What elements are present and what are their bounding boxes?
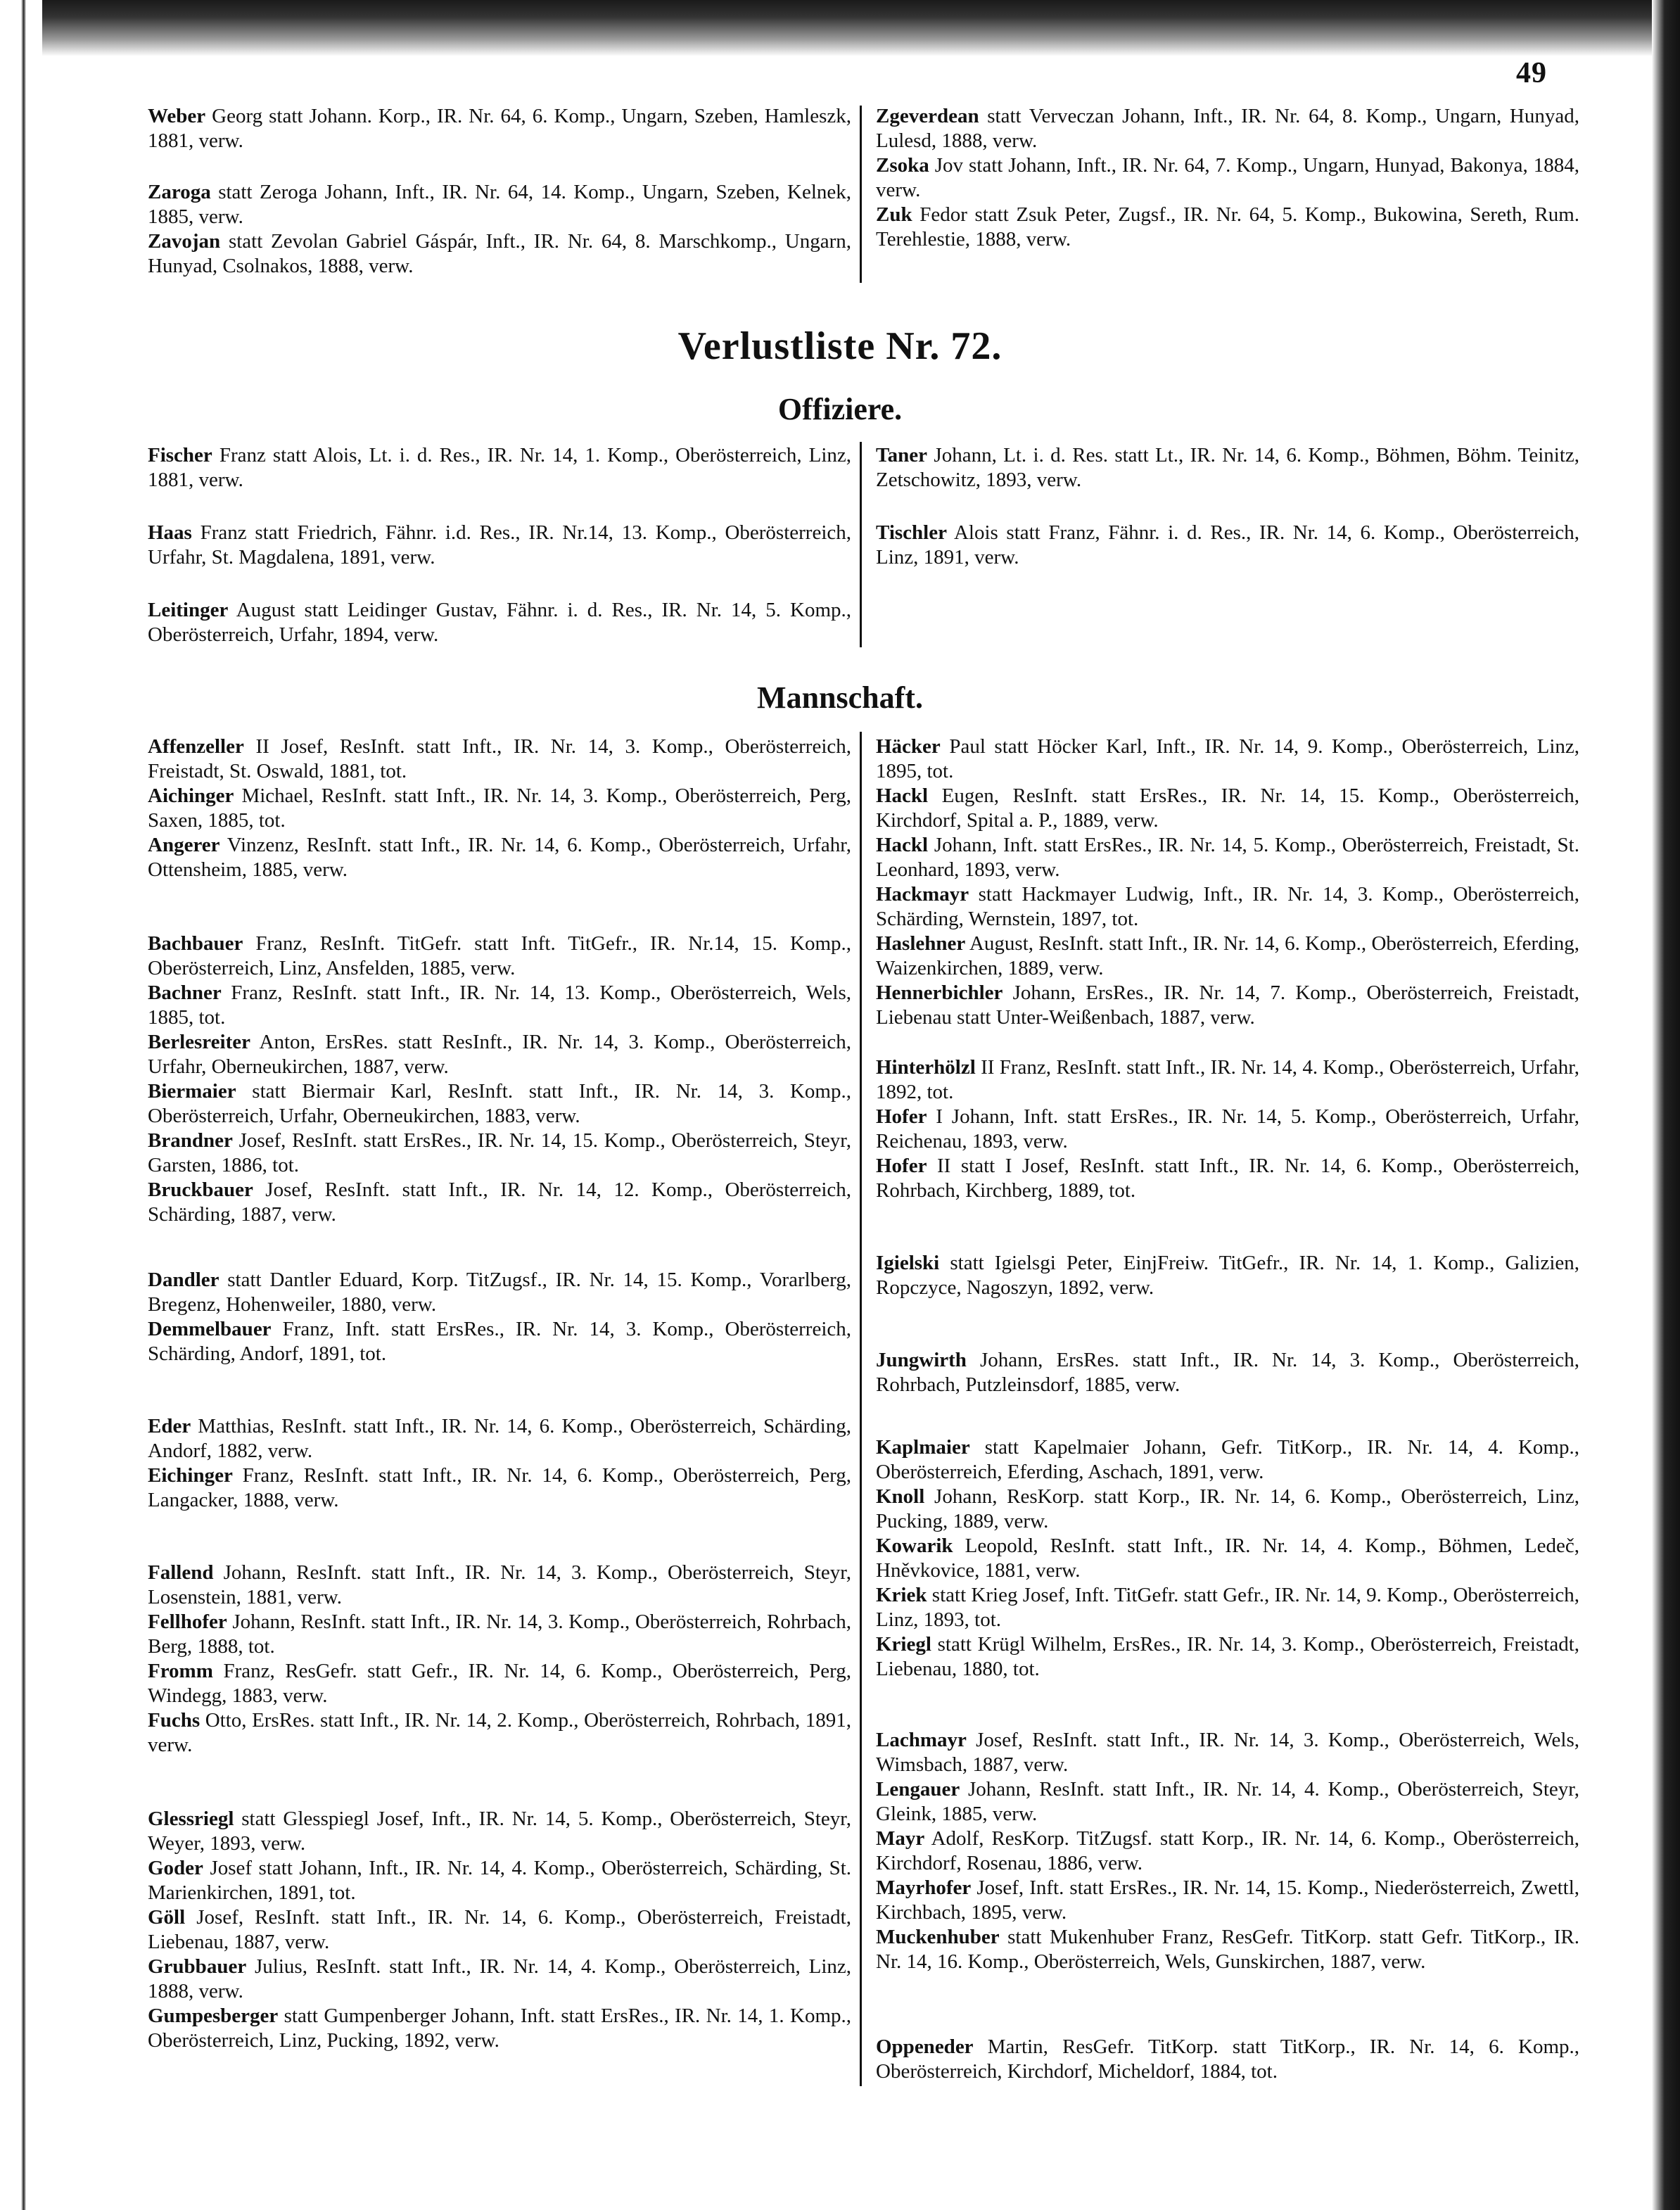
list-item: Bachner Franz, ResInft. statt Inft., IR. Nr. 14, 13. Komp., Oberösterreich, Wels, 1885, tot. <box>148 982 851 1029</box>
list-item: Mayr Adolf, ResKorp. TitZugsf. statt Korp., IR. Nr. 14, 6. Komp., Oberösterreich, Kirchdorf, Rosenau, 1886, verw. <box>876 1827 1579 1874</box>
list-item: Haslehner August, ResInft. statt Inft., IR. Nr. 14, 6. Komp., Oberösterreich, Eferding, Waizenkirchen, 1889, verw. <box>876 932 1579 979</box>
list-item: Muckenhuber statt Mukenhuber Franz, ResGefr. TitKorp. statt Gefr. TitKorp., IR. Nr. 14, 16. Komp., Oberösterreich, Wels, Gunskirchen, 1887, verw. <box>876 1926 1580 1973</box>
list-item: Zsoka Jov statt Johann, Inft., IR. Nr. 64, 7. Komp., Ungarn, Hunyad, Bakonya, 1884, verw. <box>876 154 1580 201</box>
list-item: Berlesreiter Anton, ErsRes. statt ResInft., IR. Nr. 14, 3. Komp., Oberösterreich, Urfahr, Oberneukirchen, 1887, verw. <box>148 1031 851 1078</box>
list-item: Zuk Fedor statt Zsuk Peter, Zugsf., IR. Nr. 64, 5. Komp., Bukowina, Sereth, Rum. Terehlestie, 1888, verw. <box>876 203 1579 250</box>
list-item: Bachbauer Franz, ResInft. TitGefr. statt Inft. TitGefr., IR. Nr.14, 15. Komp., Oberösterreich, Linz, Ansfelden, 1885, verw. <box>148 932 852 979</box>
list-item: Leitinger August statt Leidinger Gustav, Fähnr. i. d. Res., IR. Nr. 14, 5. Komp., Oberösterreich, Urfahr, 1894, verw. <box>148 599 851 646</box>
list-item: Lengauer Johann, ResInft. statt Inft., IR. Nr. 14, 4. Komp., Oberösterreich, Steyr, Gleink, 1885, verw. <box>876 1778 1579 1825</box>
list-item: Eder Matthias, ResInft. statt Inft., IR. Nr. 14, 6. Komp., Oberösterreich, Schärding, Andorf, 1882, verw. <box>148 1415 851 1462</box>
list-item: Oppeneder Martin, ResGefr. TitKorp. statt TitKorp., IR. Nr. 14, 6. Komp., Oberösterreich, Kirchdorf, Micheldorf, 1884, tot. <box>876 2036 1580 2083</box>
list-item: Zaroga statt Zeroga Johann, Inft., IR. Nr. 64, 14. Komp., Ungarn, Szeben, Kelnek, 1885, verw. <box>148 181 852 228</box>
list-item: Goder Josef statt Johann, Inft., IR. Nr. 14, 4. Komp., Oberösterreich, Schärding, St. Marienkirchen, 1891, tot. <box>148 1857 852 1904</box>
list-item: Jungwirth Johann, ErsRes. statt Inft., IR. Nr. 14, 3. Komp., Oberösterreich, Rohrbach, Putzleinsdorf, 1885, verw. <box>876 1349 1579 1396</box>
list-item: Demmelbauer Franz, Inft. statt ErsRes., IR. Nr. 14, 3. Komp., Oberösterreich, Schärding, Andorf, 1891, tot. <box>148 1318 851 1365</box>
list-item: Häcker Paul statt Höcker Karl, Inft., IR. Nr. 14, 9. Komp., Oberösterreich, Linz, 1895, tot. <box>876 735 1579 782</box>
list-item: Eichinger Franz, ResInft. statt Inft., IR. Nr. 14, 6. Komp., Oberösterreich, Perg, Langacker, 1888, verw. <box>148 1464 852 1511</box>
list-item: Grubbauer Julius, ResInft. statt Inft., IR. Nr. 14, 4. Komp., Oberösterreich, Linz, 1888, verw. <box>148 1955 851 2002</box>
list-item: Hofer II statt I Josef, ResInft. statt Inft., IR. Nr. 14, 6. Komp., Oberösterreich, Rohrbach, Kirchberg, 1889, tot. <box>876 1155 1580 1202</box>
list-item: Bruckbauer Josef, ResInft. statt Inft., IR. Nr. 14, 12. Komp., Oberösterreich, Schärding, 1887, verw. <box>148 1179 851 1226</box>
page-number: 49 <box>1516 57 1547 89</box>
list-item: Hofer I Johann, Inft. statt ErsRes., IR. Nr. 14, 5. Komp., Oberösterreich, Urfahr, Reichenau, 1893, verw. <box>876 1105 1579 1152</box>
list-item: Hackl Eugen, ResInft. statt ErsRes., IR. Nr. 14, 15. Komp., Oberösterreich, Kirchdorf, Spital a. P., 1889, verw. <box>876 785 1580 832</box>
list-item: Biermaier statt Biermair Karl, ResInft. statt Inft., IR. Nr. 14, 3. Komp., Oberösterreich, Urfahr, Oberneukirchen, 1883, verw. <box>148 1080 851 1127</box>
list-item: Zavojan statt Zevolan Gabriel Gáspár, Inft., IR. Nr. 64, 8. Marschkomp., Ungarn, Hunyad, Csolnakos, 1888, verw. <box>148 230 852 277</box>
list-item: Lachmayr Josef, ResInft. statt Inft., IR. Nr. 14, 3. Komp., Oberösterreich, Wels, Wimsbach, 1887, verw. <box>876 1729 1579 1776</box>
list-item: Zgeverdean statt Verveczan Johann, Inft., IR. Nr. 64, 8. Komp., Ungarn, Hunyad, Lulesd, 1888, verw. <box>876 105 1579 152</box>
list-item: Kowarik Leopold, ResInft. statt Inft., IR. Nr. 14, 4. Komp., Böhmen, Ledeč, Hněvkovice, 1881, verw. <box>876 1535 1579 1582</box>
list-item: Hackmayr statt Hackmayer Ludwig, Inft., IR. Nr. 14, 3. Komp., Oberösterreich, Schärding, Wernstein, 1897, tot. <box>876 883 1580 930</box>
section-heading-officers: Offiziere. <box>777 392 903 426</box>
section-heading-men: Mannschaft. <box>757 680 923 715</box>
list-item: Dandler statt Dantler Eduard, Korp. TitZugsf., IR. Nr. 14, 15. Komp., Vorarlberg, Bregenz, Hohenweiler, 1880, verw. <box>148 1269 851 1316</box>
scan-border-top <box>0 0 1680 56</box>
list-item: Aichinger Michael, ResInft. statt Inft., IR. Nr. 14, 3. Komp., Oberösterreich, Perg, Saxen, 1885, tot. <box>148 785 852 832</box>
list-item: Angerer Vinzenz, ResInft. statt Inft., IR. Nr. 14, 6. Komp., Oberösterreich, Urfahr, Ottensheim, 1885, verw. <box>148 834 851 881</box>
list-item: Kriegl statt Krügl Wilhelm, ErsRes., IR. Nr. 14, 3. Komp., Oberösterreich, Freistadt, Liebenau, 1880, tot. <box>876 1633 1580 1680</box>
list-item: Haas Franz statt Friedrich, Fähnr. i.d. Res., IR. Nr.14, 13. Komp., Oberösterreich, Urfahr, St. Magdalena, 1891, verw. <box>148 521 852 569</box>
list-item: Hennerbichler Johann, ErsRes., IR. Nr. 14, 7. Komp., Oberösterreich, Freistadt, Liebenau statt Unter-Weißenbach, 1887, verw. <box>876 982 1580 1029</box>
list-item: Hackl Johann, Inft. statt ErsRes., IR. Nr. 14, 5. Komp., Oberösterreich, Freistadt, St. Leonhard, 1893, verw. <box>876 834 1579 881</box>
list-item: Fallend Johann, ResInft. statt Inft., IR. Nr. 14, 3. Komp., Oberösterreich, Steyr, Losenstein, 1881, verw. <box>148 1561 851 1608</box>
list-item: Gumpesberger statt Gumpenberger Johann, Inft. statt ErsRes., IR. Nr. 14, 1. Komp., Oberösterreich, Linz, Pucking, 1892, verw. <box>148 2005 852 2052</box>
list-item: Mayrhofer Josef, Inft. statt ErsRes., IR. Nr. 14, 15. Komp., Niederösterreich, Zwettl, Kirchbach, 1895, verw. <box>876 1876 1579 1924</box>
list-item: Knoll Johann, ResKorp. statt Korp., IR. Nr. 14, 6. Komp., Oberösterreich, Linz, Pucking, 1889, verw. <box>876 1485 1579 1532</box>
list-item: Kriek statt Krieg Josef, Inft. TitGefr. statt Gefr., IR. Nr. 14, 9. Komp., Oberösterreich, Linz, 1893, tot. <box>876 1584 1580 1631</box>
list-item: Fellhofer Johann, ResInft. statt Inft., IR. Nr. 14, 3. Komp., Oberösterreich, Rohrbach, Berg, 1888, tot. <box>148 1611 851 1658</box>
list-item: Tischler Alois statt Franz, Fähnr. i. d. Res., IR. Nr. 14, 6. Komp., Oberösterreich, Linz, 1891, verw. <box>876 521 1579 569</box>
list-item: Glessriegl statt Glesspiegl Josef, Inft., IR. Nr. 14, 5. Komp., Oberösterreich, Steyr, Weyer, 1893, verw. <box>148 1808 851 1855</box>
list-item: Igielski statt Igielsgi Peter, EinjFreiw. TitGefr., IR. Nr. 14, 1. Komp., Galizien, Ropczyce, Nagoszyn, 1892, verw. <box>876 1252 1580 1299</box>
column-divider-top <box>860 106 862 283</box>
list-item: Brandner Josef, ResInft. statt ErsRes., IR. Nr. 14, 15. Komp., Oberösterreich, Steyr, Garsten, 1886, tot. <box>148 1129 852 1176</box>
list-item: Fischer Franz statt Alois, Lt. i. d. Res., IR. Nr. 14, 1. Komp., Oberösterreich, Linz, 1881, verw. <box>148 444 852 491</box>
list-item: Kaplmaier statt Kapelmaier Johann, Gefr. TitKorp., IR. Nr. 14, 4. Komp., Oberösterreich, Eferding, Aschach, 1891, verw. <box>876 1436 1579 1483</box>
list-item: Göll Josef, ResInft. statt Inft., IR. Nr. 14, 6. Komp., Oberösterreich, Freistadt, Liebenau, 1887, verw. <box>148 1906 851 1953</box>
list-item: Weber Georg statt Johann. Korp., IR. Nr. 64, 6. Komp., Ungarn, Szeben, Hamleszk, 1881, verw. <box>148 105 851 152</box>
list-item: Fuchs Otto, ErsRes. statt Inft., IR. Nr. 14, 2. Komp., Oberösterreich, Rohrbach, 1891, verw. <box>148 1709 851 1756</box>
list-item: Fromm Franz, ResGefr. statt Gefr., IR. Nr. 14, 6. Komp., Oberösterreich, Perg, Windegg, 1883, verw. <box>148 1660 851 1707</box>
list-item: Affenzeller II Josef, ResInft. statt Inft., IR. Nr. 14, 3. Komp., Oberösterreich, Freistadt, St. Oswald, 1881, tot. <box>148 735 852 782</box>
list-item: Hinterhölzl II Franz, ResInft. statt Inft., IR. Nr. 14, 4. Komp., Oberösterreich, Urfahr, 1892, tot. <box>876 1056 1580 1103</box>
page-title: Verlustliste Nr. 72. <box>677 324 1003 368</box>
column-divider-men <box>860 732 862 2086</box>
list-item: Taner Johann, Lt. i. d. Res. statt Lt., IR. Nr. 14, 6. Komp., Böhmen, Böhm. Teinitz, Zetschowitz, 1893, verw. <box>876 444 1579 491</box>
column-divider-officers <box>860 442 862 647</box>
